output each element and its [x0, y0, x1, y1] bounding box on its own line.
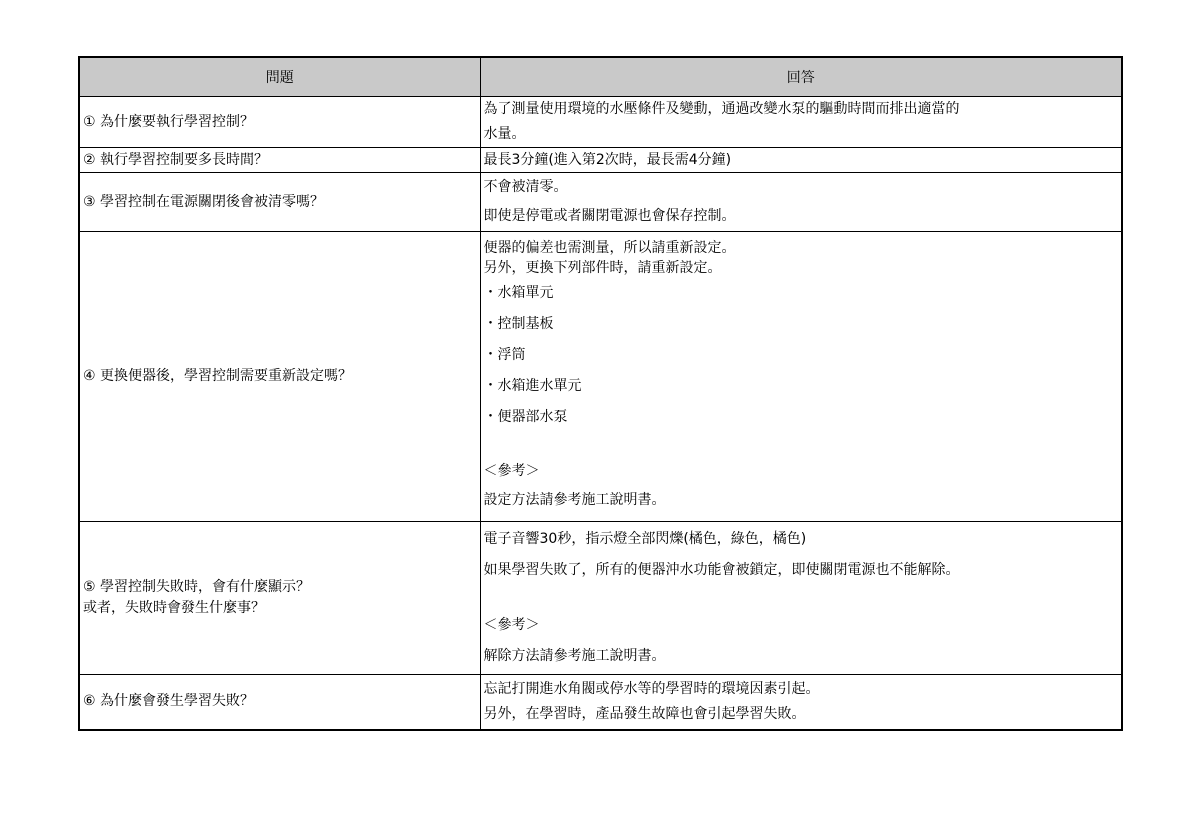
question-cell: [79, 173, 480, 232]
question-text: ② 執行學習控制要多長時間？: [83, 151, 269, 168]
reference-label: ＜參考＞: [483, 617, 540, 633]
answer-cell: [480, 675, 1122, 730]
answer-line: 另外，更換下列部件時，請重新設定。: [483, 260, 722, 276]
question-cell: [79, 675, 480, 730]
list-item: ・便器部水泵: [483, 409, 568, 425]
answer-cell: [480, 522, 1122, 675]
answer-line: 為了測量使用環境的水壓條件及變動，通過改變水泵的驅動時間而排出適當的: [483, 101, 960, 117]
answer-line: 最長3分鐘(進入第2次時，最長需4分鐘): [483, 152, 732, 168]
answer-line: 另外，在學習時，產品發生故障也會引起學習失敗。: [483, 705, 806, 722]
answer-line: 如果學習失敗了，所有的便器沖水功能會被鎖定，即使關閉電源也不能解除。: [483, 562, 960, 578]
answer-line: 即使是停電或者關閉電源也會保存控制。: [483, 208, 736, 224]
column-header-question: 問題: [79, 57, 480, 97]
table-row: [79, 148, 1122, 173]
answer-line: 忘記打開進水角閥或停水等的學習時的環境因素引起。: [483, 680, 820, 697]
faq-table: [78, 56, 1123, 731]
table-row: [79, 522, 1122, 675]
question-text: ① 為什麼要執行學習控制？: [83, 113, 255, 130]
question-cell: [79, 148, 480, 173]
list-item: ・水箱進水單元: [483, 378, 582, 394]
question-text: ③ 學習控制在電源關閉後會被清零嗎？: [83, 193, 324, 210]
table-row: [79, 173, 1122, 232]
question-cell: [79, 522, 480, 675]
answer-line: 便器的偏差也需測量，所以請重新設定。: [483, 240, 736, 256]
question-text: ⑤ 學習控制失敗時，會有什麼顯示？: [83, 579, 311, 595]
table-row: [79, 675, 1122, 730]
answer-cell: [480, 173, 1122, 232]
list-item: ・控制基板: [483, 316, 554, 332]
question-text: 或者，失敗時會發生什麼事？: [83, 600, 265, 616]
blank-line: [484, 586, 1119, 610]
table-row: [79, 232, 1122, 522]
answer-line: 設定方法請參考施工說明書。: [483, 492, 666, 508]
reference-label: ＜參考＞: [483, 463, 540, 479]
table-header-row: [79, 57, 1122, 97]
answer-line: 不會被清零。: [483, 179, 568, 195]
answer-line: 電子音響30秒，指示燈全部閃爍(橘色，綠色，橘色): [483, 531, 807, 547]
answer-line: 水量。: [483, 126, 526, 142]
answer-cell: [480, 97, 1122, 148]
question-text: ⑥ 為什麼會發生學習失敗？: [83, 693, 255, 710]
list-item: ・浮筒: [483, 347, 526, 363]
answer-line: 解除方法請參考施工說明書。: [483, 648, 666, 664]
question-text: ④ 更換便器後，學習控制需要重新設定嗎？: [83, 368, 352, 384]
question-cell: [79, 232, 480, 522]
question-cell: [79, 97, 480, 148]
answer-cell: [480, 232, 1122, 522]
answer-cell: [480, 148, 1122, 173]
blank-line: [484, 433, 1119, 457]
column-header-answer: 回答: [480, 57, 1122, 97]
list-item: ・水箱單元: [483, 285, 554, 301]
table-row: [79, 97, 1122, 148]
